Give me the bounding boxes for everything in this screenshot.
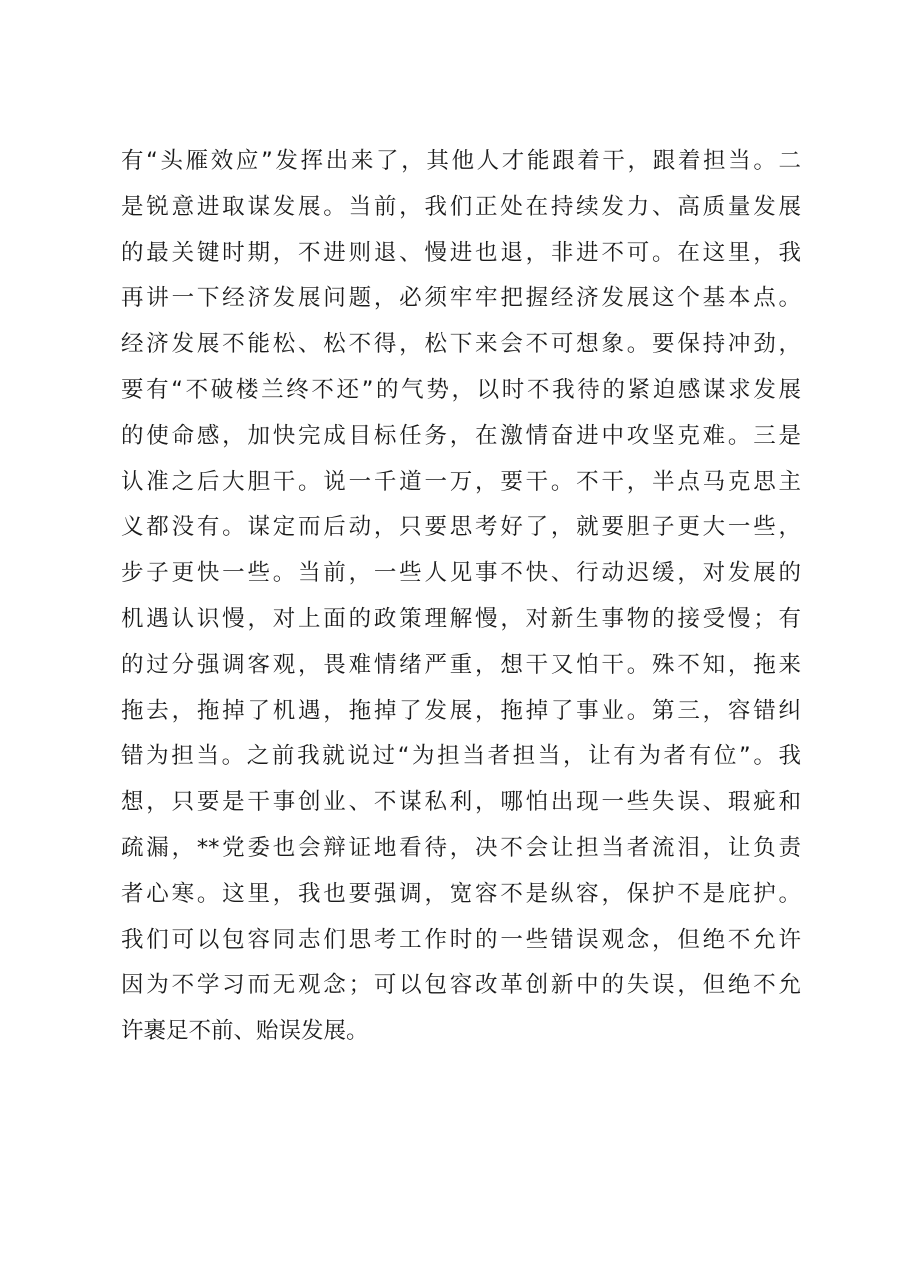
text-line: 的使命感，加快完成目标任务，在激情奋进中攻坚克难。三是 xyxy=(121,422,801,449)
text-line: 再讲一下经济发展问题，必须牢牢把握经济发展这个基本点。 xyxy=(121,285,801,312)
text-line: 义都没有。谋定而后动，只要思考好了，就要胆子更大一些， xyxy=(121,514,801,541)
body-text xyxy=(121,139,801,1055)
text-line: 有“头雁效应”发挥出来了，其他人才能跟着干，跟着担当。二 xyxy=(121,148,801,174)
text-line: 想，只要是干事创业、不谋私利，哪怕出现一些失误、瑕疵和 xyxy=(121,789,801,816)
text-line: 拖去，拖掉了机遇，拖掉了发展，拖掉了事业。第三，容错纠 xyxy=(121,697,801,724)
text-line: 的最关键时期，不进则退、慢进也退，非进不可。在这里，我 xyxy=(121,239,801,266)
text-line: 认准之后大胆干。说一千道一万，要干。不干，半点马克思主 xyxy=(121,468,801,495)
text-line: 疏漏，**党委也会辩证地看待，决不会让担当者流泪，让负责 xyxy=(121,834,801,861)
text-line: 步子更快一些。当前，一些人见事不快、行动迟缓，对发展的 xyxy=(121,560,801,587)
text-line: 要有“不破楼兰终不还”的气势，以时不我待的紧迫感谋求发展 xyxy=(121,376,801,403)
text-line: 错为担当。之前我就说过“为担当者担当，让有为者有位”。我 xyxy=(121,743,801,770)
text-line: 机遇认识慢，对上面的政策理解慢，对新生事物的接受慢；有 xyxy=(121,605,801,632)
text-line: 我们可以包容同志们思考工作时的一些错误观念，但绝不允许 xyxy=(121,926,801,953)
text-line: 是锐意进取谋发展。当前，我们正处在持续发力、高质量发展 xyxy=(121,193,801,220)
text-line: 者心寒。这里，我也要强调，宽容不是纵容，保护不是庇护。 xyxy=(121,880,801,907)
text-line: 经济发展不能松、松不得，松下来会不可想象。要保持冲劲， xyxy=(121,331,801,358)
text-line: 的过分强调客观，畏难情绪严重，想干又怕干。殊不知，拖来 xyxy=(121,651,801,678)
text-line: 许裹足不前、贻误发展。 xyxy=(121,1018,369,1045)
text-line: 因为不学习而无观念；可以包容改革创新中的失误，但绝不允 xyxy=(121,972,801,999)
